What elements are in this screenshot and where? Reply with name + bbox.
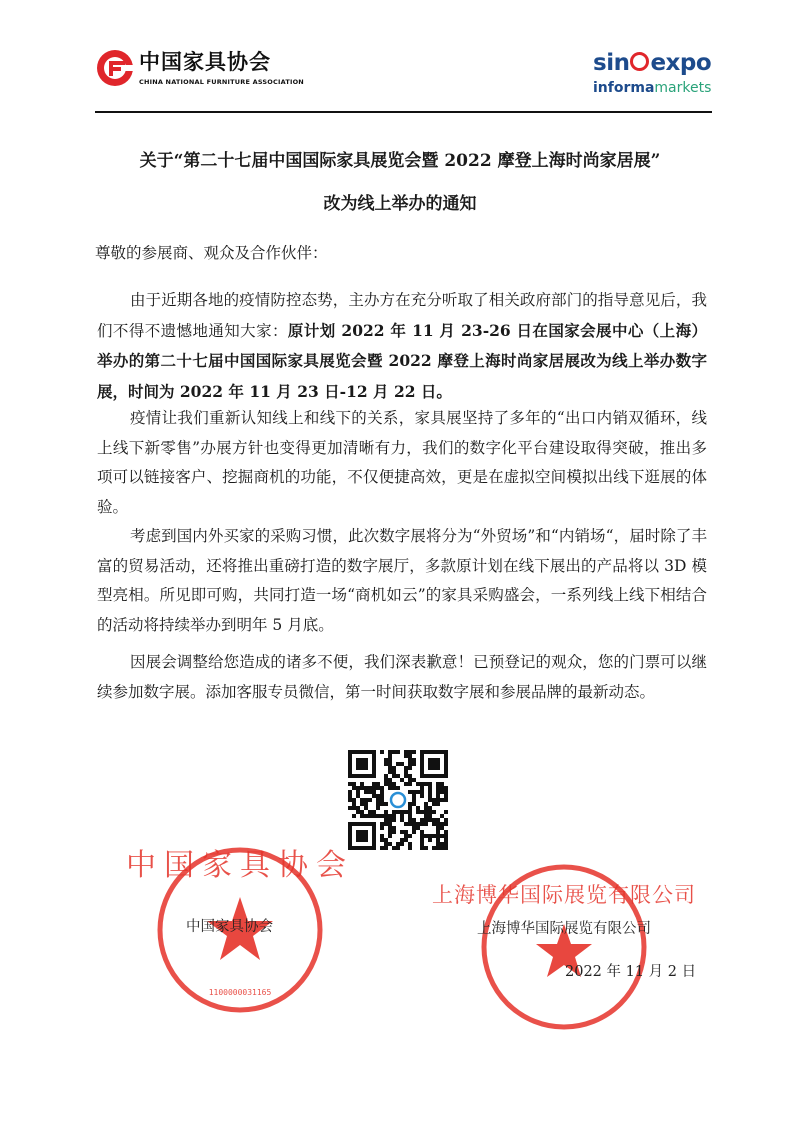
paragraph-3: 考虑到国内外买家的采购习惯，此次数字展将分为“外贸场”和“内销场“，届时除了丰富的贸易活动，还将推出重磅打造的数字展厅，多款原计划在线下展出的产品将以 3D 模型亮相。所见即可购，共同打造一场“商机如云”的家具采购盛会，一系列线上线下相结合的活动将持续举办到明年 5 月底。 [97,527,707,634]
notice-title-line1: 关于“第二十七届中国国际家具展览会暨 2022 摩登上海时尚家居展” [139,151,661,171]
signature-cnfa: 中国家具协会 [186,919,273,935]
paragraph-4: 因展会调整给您造成的诸多不便，我们深表歉意！已预登记的观众，您的门票可以继续参加数字展。添加客服专员微信，第一时间获取数字展和参展品牌的最新动态。 [97,653,707,701]
salutation: 尊敬的参展商、观众及合作伙伴： [95,244,328,262]
sinoexpo-ring-icon [630,52,649,71]
bohua-official-seal [432,862,696,1032]
notice-title-line2: 改为线上举办的通知 [323,194,477,214]
cnfa-name-en: CHINA NATIONAL FURNITURE ASSOCIATION [139,78,304,86]
cnfa-emblem-icon [95,48,135,88]
wechat-qr-code[interactable] [348,750,448,850]
sinoexpo-part2: expo [650,50,712,76]
paragraph-1 [97,286,707,407]
paragraph-1-bold: 原计划 2022 年 11 月 23-26 日在国家会展中心（上海）举办的第二十七届中国国际家具展览会暨 2022 摩登上海时尚家居展改为线上举办数字展，时间为 2022 年 11 月 23 日-12 月 22 日。 [97,320,707,401]
paragraph-1-plain: 由于近期各地的疫情防控态势，主办方在充分听取了相关政府部门的指导意见后，我们不得不遗憾地通知大家： [97,291,707,340]
header-divider [95,111,712,113]
sinoexpo-wordmark [593,50,711,76]
sinoexpo-informa-logo [585,50,710,100]
seal-left-text: 中国家具协会 [126,848,354,883]
seal-left-code: 1100000031165 [208,988,272,997]
informa-part2: markets [654,80,712,96]
informa-markets-wordmark [593,80,711,96]
informa-part1: informa [593,80,655,96]
cnfa-name-cn: 中国家具协会 [139,50,271,74]
seal-right-text: 上海博华国际展览有限公司 [432,883,696,907]
signature-bohua: 上海博华国际展览有限公司 [477,921,651,937]
issue-date: 2022 年 11 月 2 日 [565,964,697,980]
paragraph-2: 疫情让我们重新认知线上和线下的关系，家具展坚持了多年的“出口内销双循环，线上线下新零售”办展方针也变得更加清晰有力，我们的数字化平台建设取得突破，推出多项可以链接客户、挖掘商机的功能，不仅便捷高效，更是在虚拟空间模拟出线下逛展的体验。 [97,409,707,516]
sinoexpo-part1: sin [593,50,630,76]
